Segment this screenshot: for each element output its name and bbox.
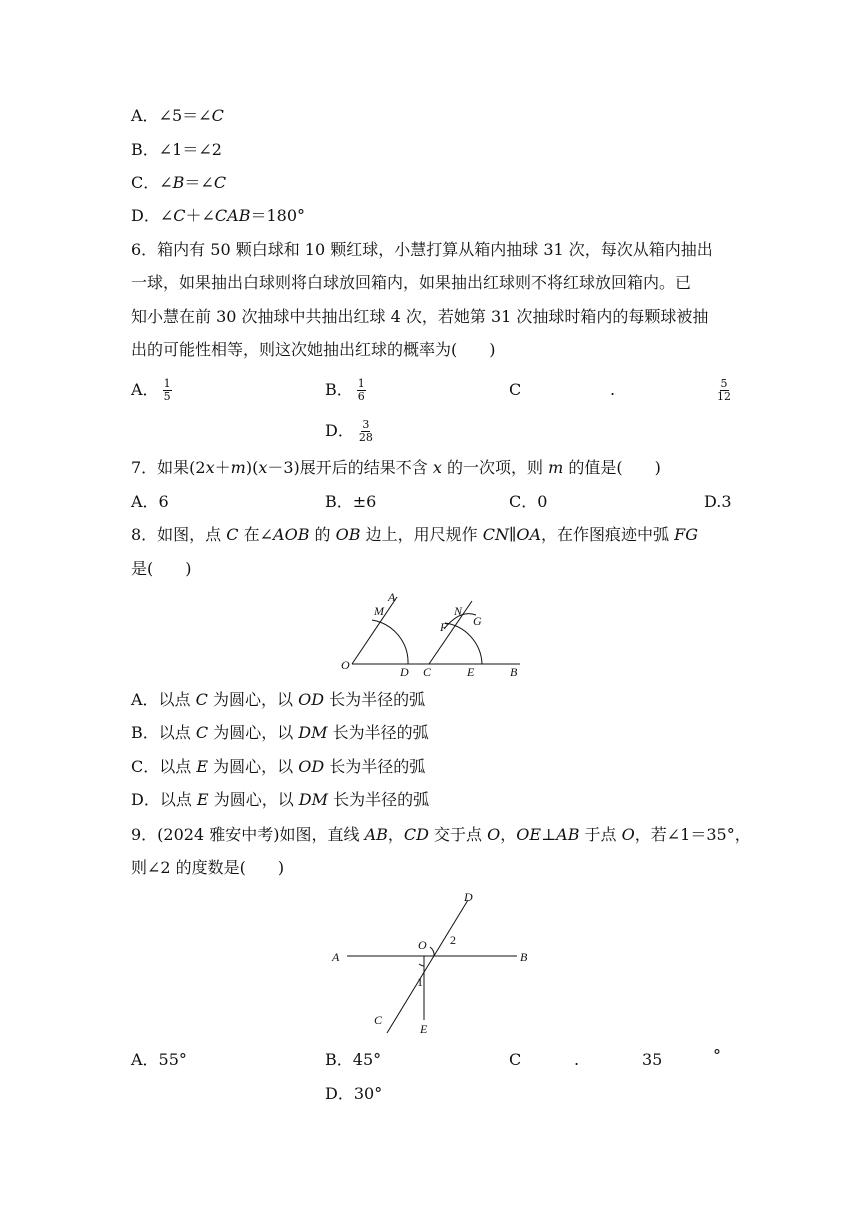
option-text: ＝180° (250, 206, 306, 225)
stem-text: 8．如图，点 (131, 525, 227, 544)
stem-text: 9．(2024 雅安中考)如图，直线 (131, 825, 365, 844)
option-letter: D． (131, 206, 160, 225)
option-var: E (196, 757, 209, 776)
stem-var: CD (403, 825, 429, 844)
label-a: A (388, 590, 396, 604)
numerator: 1 (357, 377, 365, 390)
stem-text: －3)展开后的结果不含 (267, 458, 433, 477)
q9-option-c-degree: ° (713, 1046, 721, 1065)
angle-1-arc (419, 964, 424, 966)
q7-stem (131, 458, 661, 478)
option-text: ＋∠ (185, 206, 215, 225)
line-cd (387, 900, 468, 1033)
option-text: ∠ (159, 206, 174, 225)
option-letter: B． (325, 380, 353, 399)
stem-var: O (487, 825, 501, 844)
stem-var: x (205, 458, 215, 477)
numerator: 5 (720, 377, 728, 390)
stem-text: 的值是( ) (563, 458, 661, 477)
stem-text: ＋ (214, 458, 231, 477)
option-text: 为圆心，以 (208, 757, 299, 776)
stem-var: OA (516, 525, 542, 544)
label-d: D (464, 890, 473, 904)
q8-figure (330, 585, 530, 680)
q6-option-c-letter: C (509, 380, 522, 399)
q8-option-d (131, 790, 429, 810)
option-letter: B． (131, 140, 159, 159)
q8-option-c (131, 757, 425, 777)
q5-option-b (131, 140, 222, 160)
line-cn (429, 601, 472, 664)
option-text: 长为半径的弧 (328, 790, 430, 809)
stem-text: ， (500, 825, 517, 844)
q6-option-a (131, 378, 172, 403)
q6-option-b (325, 378, 366, 403)
q8-stem-line-1 (131, 525, 698, 545)
option-var: C (173, 206, 186, 225)
option-text: C．以点 (131, 757, 197, 776)
stem-text: ， (387, 825, 404, 844)
stem-var: AB (364, 825, 388, 844)
stem-var: x (432, 458, 442, 477)
option-text: 长为半径的弧 (324, 757, 426, 776)
stem-var: FG (674, 525, 699, 544)
stem-var: AOB (273, 525, 310, 544)
label-f: F (440, 620, 448, 634)
q6-option-d (325, 419, 374, 444)
stem-text: 的一次项，则 (441, 458, 549, 477)
q6-option-c-value (712, 378, 732, 403)
q9-stem-line-1 (131, 825, 751, 845)
stem-text: 的 (309, 525, 336, 544)
stem-text: ，若∠1＝35°， (634, 825, 751, 844)
option-text: A．以点 (131, 690, 196, 709)
option-text: 为圆心，以 (208, 790, 299, 809)
denominator: 6 (357, 390, 365, 403)
q7-option-c: C．0 (509, 492, 548, 511)
stem-text: 在∠ (238, 525, 274, 544)
stem-var: O (621, 825, 635, 844)
denominator: 28 (358, 431, 373, 444)
option-var: CAB (214, 206, 251, 225)
label-1: 1 (417, 975, 423, 989)
q6-stem-line-3: 知小慧在前 30 次抽球中共抽出红球 4 次，若她第 31 次抽球时箱内的每颗球被抽 (131, 307, 709, 326)
q8-stem-line-2: 是( ) (131, 559, 192, 578)
label-c: C (423, 665, 432, 679)
option-letter: D． (325, 421, 354, 440)
q9-option-c-value: 35 (642, 1050, 663, 1069)
numerator: 3 (362, 418, 370, 431)
option-letter: A． (131, 380, 159, 399)
stem-var: m (548, 458, 564, 477)
stem-text: 7．如果(2 (131, 458, 206, 477)
denominator: 5 (163, 390, 171, 403)
label-o: O (418, 938, 427, 952)
q9-option-a: A．55° (131, 1050, 187, 1069)
option-letter: C． (131, 173, 160, 192)
stem-var: OE (516, 825, 542, 844)
stem-var: C (226, 525, 239, 544)
stem-var: m (230, 458, 246, 477)
q8-option-a (131, 690, 425, 710)
stem-text: 于点 (579, 825, 622, 844)
stem-var: AB (556, 825, 580, 844)
option-text: ∠1＝∠2 (158, 140, 222, 159)
label-o: O (341, 658, 350, 672)
label-2: 2 (450, 933, 456, 947)
q8-option-b (131, 723, 429, 743)
option-var: OD (298, 690, 325, 709)
stem-var: CN (482, 525, 509, 544)
fraction (358, 419, 374, 444)
option-var: DM (298, 790, 329, 809)
stem-text: ⊥ (541, 825, 557, 844)
option-var: C (213, 173, 227, 192)
stem-text: 边上，用尺规作 (360, 525, 483, 544)
option-var: DM (298, 723, 328, 742)
arc-eg (445, 623, 482, 664)
q5-option-a (131, 106, 224, 126)
option-text: 为圆心，以 (207, 690, 299, 709)
q7-option-d: D.3 (704, 492, 732, 511)
stem-var: x (258, 458, 268, 477)
fraction (716, 378, 732, 403)
denominator: 12 (717, 390, 731, 403)
label-b: B (520, 950, 528, 964)
stem-text: ，在作图痕迹中弧 (541, 525, 675, 544)
fraction (163, 378, 172, 403)
stem-text: ∥ (508, 525, 517, 544)
q6-stem-line-4: 出的可能性相等，则这次她抽出红球的概率为( ) (131, 340, 496, 359)
q9-option-d: D．30° (325, 1084, 383, 1103)
q9-option-c-dot: . (574, 1050, 580, 1069)
stem-var: OB (335, 525, 361, 544)
option-text: ＝∠ (184, 173, 214, 192)
option-text: D．以点 (131, 790, 197, 809)
stem-text: 交于点 (428, 825, 488, 844)
q9-stem-line-2: 则∠2 的度数是( ) (131, 858, 285, 877)
label-g: G (473, 614, 482, 628)
option-text: 长为半径的弧 (327, 723, 429, 742)
label-m: M (374, 604, 384, 618)
option-text: ∠ (159, 173, 173, 192)
stem-text: )( (245, 458, 259, 477)
option-letter: A． (131, 106, 159, 125)
option-var: C (195, 690, 208, 709)
numerator: 1 (163, 377, 171, 390)
q6-stem-line-1: 6．箱内有 50 颗白球和 10 颗红球，小慧打算从箱内抽球 31 次，每次从箱内抽出 (131, 240, 713, 259)
option-text: 长为半径的弧 (324, 690, 426, 709)
option-var: C (211, 106, 224, 125)
q6-stem-line-2: 一球，如果抽出白球则将白球放回箱内，如果抽出红球则不将红球放回箱内。已 (131, 273, 692, 292)
option-var: OD (298, 757, 325, 776)
q5-option-c (131, 173, 226, 193)
label-e: E (420, 1022, 428, 1036)
option-var: E (196, 790, 209, 809)
q7-option-a: A．6 (131, 492, 169, 511)
fraction (357, 378, 366, 403)
label-e: E (467, 665, 475, 679)
option-var: B (172, 173, 185, 192)
label-n: N (454, 604, 463, 618)
q6-option-c-dot: . (610, 380, 616, 399)
angle-2-arc (430, 947, 434, 956)
label-b: B (510, 665, 518, 679)
q9-option-c-letter: C (509, 1050, 522, 1069)
label-d: D (400, 665, 409, 679)
option-text: ∠5＝∠ (158, 106, 212, 125)
option-var: C (195, 723, 209, 742)
q9-figure (325, 885, 540, 1040)
option-text: 为圆心，以 (208, 723, 299, 742)
q5-option-d (131, 206, 305, 226)
option-text: B．以点 (131, 723, 196, 742)
label-c: C (374, 1013, 383, 1027)
q7-option-b: B．±6 (325, 492, 377, 511)
label-a: A (332, 950, 340, 964)
q9-option-b: B．45° (325, 1050, 382, 1069)
